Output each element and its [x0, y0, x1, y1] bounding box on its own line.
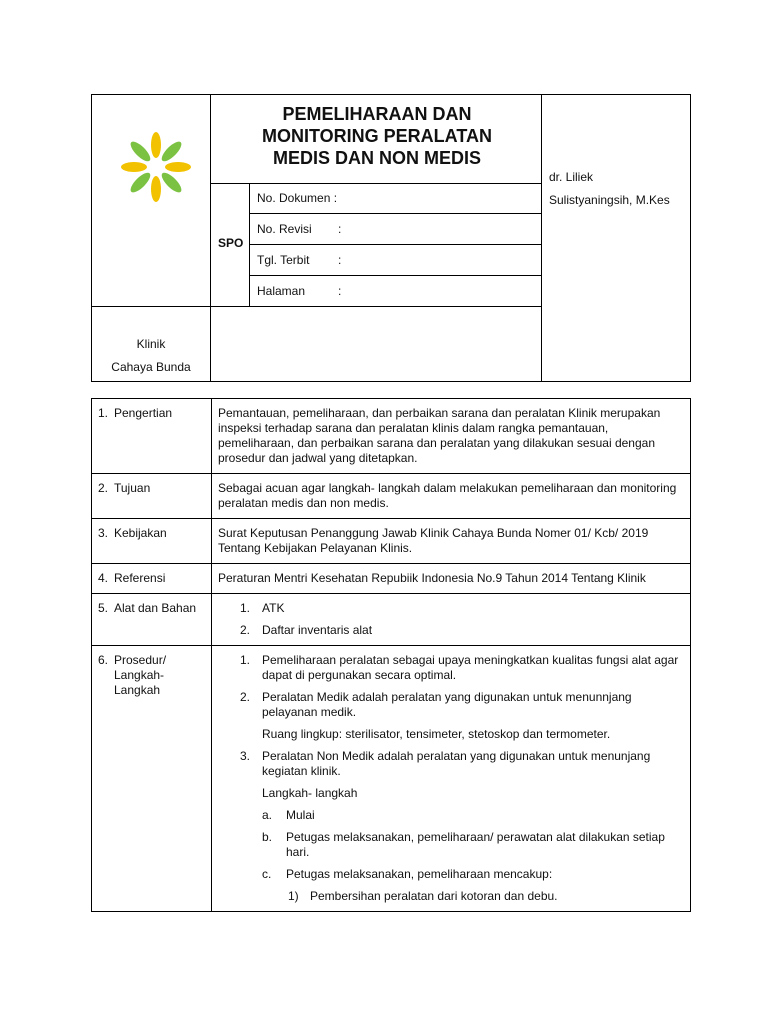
list-item-text: Pembersihan peralatan dari kotoran dan debu. — [310, 889, 558, 903]
clinic-logo-flower-icon — [118, 129, 194, 205]
table-row — [92, 646, 691, 912]
list-item: 1. ATK — [240, 601, 285, 615]
meta-label-no-dokumen: No. Dokumen : — [257, 191, 338, 205]
section-label — [92, 519, 212, 564]
clinic-name-line1: Klinik — [136, 337, 166, 351]
meta-label-tgl-terbit: Tgl. Terbit — [257, 253, 310, 267]
section-number: 2. — [98, 481, 109, 495]
section-label — [92, 474, 212, 519]
section-text: Sebagai acuan agar langkah- langkah dalam melakukan pemeliharaan dan monitoring peralatan medis dan non medis. — [218, 481, 677, 510]
table-row — [92, 594, 691, 646]
divider — [249, 244, 541, 245]
list-item-text: Mulai — [286, 808, 315, 822]
meta-value-tgl-terbit: : — [338, 253, 342, 267]
section-text: Pemantauan, pemeliharaan, dan perbaikan sarana dan peralatan Klinik merupakan inspeksi terhadap sarana dan peralatan klinis dalam rangka pemantauan, pemeliharaan, dan perbaikan sarana dan peralatan yang dilakukan sesuai dengan prosedur dan jadwal yang ditetapkan. — [218, 406, 661, 465]
divider — [249, 213, 541, 214]
section-content — [212, 646, 691, 912]
steps-title: Langkah- langkah — [262, 786, 358, 800]
scope-text: Ruang lingkup: sterilisator, tensimeter, stetoskop dan termometer. — [262, 727, 611, 741]
steps-list — [262, 808, 684, 904]
table-row — [92, 474, 691, 519]
section-content — [212, 474, 691, 519]
signer-title: Sulistyaningsih, M.Kes — [549, 193, 670, 207]
section-title: Referensi — [114, 571, 166, 585]
list-item-text: Petugas melaksanakan, pemeliharaan mencakup: — [286, 867, 553, 881]
divider — [210, 183, 541, 184]
section-number: 5. — [98, 601, 109, 615]
list-item: 1) Pembersihan peralatan dari kotoran dan debu. — [288, 889, 558, 903]
title-line: MONITORING PERALATAN — [262, 126, 492, 146]
section-label — [92, 564, 212, 594]
list-item-text: Petugas melaksanakan, pemeliharaan/ perawatan alat dilakukan setiap hari. — [286, 830, 665, 859]
section-label — [92, 646, 212, 912]
section-content — [212, 519, 691, 564]
section-label — [92, 594, 212, 646]
section-title: Alat dan Bahan — [114, 601, 197, 615]
divider — [249, 275, 541, 276]
section-title: Tujuan — [114, 481, 151, 495]
meta-label-halaman: Halaman — [257, 284, 306, 298]
section-text: Surat Keputusan Penanggung Jawab Klinik Cahaya Bunda Nomer 01/ Kcb/ 2019 Tentang Kebijakan Pelayanan Klinis. — [218, 526, 649, 555]
procedure-list — [218, 653, 684, 904]
section-number: 1. — [98, 406, 109, 420]
divider — [210, 95, 211, 381]
title-line: PEMELIHARAAN DAN — [282, 104, 472, 124]
section-title: Pengertian — [114, 406, 173, 420]
list-item-text: Peralatan Medik adalah peralatan yang digunakan untuk menunnjang pelayanan medik. — [262, 690, 632, 719]
table-row — [92, 399, 691, 474]
tools-list — [218, 601, 684, 638]
section-content — [212, 594, 691, 646]
list-item-text: Peralatan Non Medik adalah peralatan yang digunakan untuk menunjang kegiatan klinik. — [262, 749, 651, 778]
table-row — [92, 519, 691, 564]
clinic-name-line2: Cahaya Bunda — [111, 360, 191, 374]
list-item: 3. Peralatan Non Medik adalah peralatan yang digunakan untuk menunjang kegiatan klinik. Langkah- langkah a. Mulai b. Petugas melaksanakan, pemeliharaan/ perawatan alat dilakukan setiap hari. c. Petugas melaksanakan, pemeliharaan mencakup: 1) Pembersihan peralatan dari kotoran dan debu. — [218, 749, 684, 904]
list-item: 2. Daftar inventaris alat — [240, 623, 373, 637]
meta-value-no-revisi: : — [338, 222, 342, 236]
maintenance-list — [286, 889, 684, 904]
section-text: Peraturan Mentri Kesehatan Repubiik Indonesia No.9 Tahun 2014 Tentang Klinik — [218, 571, 646, 585]
list-item: 2. Peralatan Medik adalah peralatan yang digunakan untuk menunnjang pelayanan medik. Ruang lingkup: sterilisator, tensimeter, stetoskop dan termometer. — [218, 690, 684, 742]
spo-label: SPO — [218, 236, 244, 250]
list-item: b. Petugas melaksanakan, pemeliharaan/ perawatan alat dilakukan setiap hari. — [262, 830, 665, 859]
section-title: Kebijakan — [114, 526, 167, 540]
signer-name: dr. Liliek — [549, 170, 594, 184]
section-number: 6. — [98, 653, 109, 667]
section-content — [212, 564, 691, 594]
list-item: 1. Pemeliharaan peralatan sebagai upaya meningkatkan kualitas fungsi alat agar dapat di pergunakan secara optimal. — [240, 653, 679, 682]
procedure-table — [91, 398, 691, 912]
section-number: 3. — [98, 526, 109, 540]
section-content — [212, 399, 691, 474]
divider — [92, 306, 541, 307]
header-table — [91, 94, 691, 382]
meta-value-halaman: : — [338, 284, 342, 298]
meta-label-no-revisi: No. Revisi — [257, 222, 312, 236]
list-item-text: Pemeliharaan peralatan sebagai upaya meningkatkan kualitas fungsi alat agar dapat di pergunakan secara optimal. — [262, 653, 679, 682]
list-item-text: ATK — [262, 601, 285, 615]
section-title: Prosedur/ Langkah- Langkah — [114, 653, 167, 697]
document-title — [212, 103, 542, 169]
list-item-text: Daftar inventaris alat — [262, 623, 373, 637]
section-number: 4. — [98, 571, 109, 585]
title-line: MEDIS DAN NON MEDIS — [272, 148, 481, 168]
list-item: a. Mulai — [262, 808, 315, 822]
section-label — [92, 399, 212, 474]
list-item: c. Petugas melaksanakan, pemeliharaan mencakup: 1) Pembersihan peralatan dari kotoran dan debu. — [262, 867, 684, 904]
table-row — [92, 564, 691, 594]
